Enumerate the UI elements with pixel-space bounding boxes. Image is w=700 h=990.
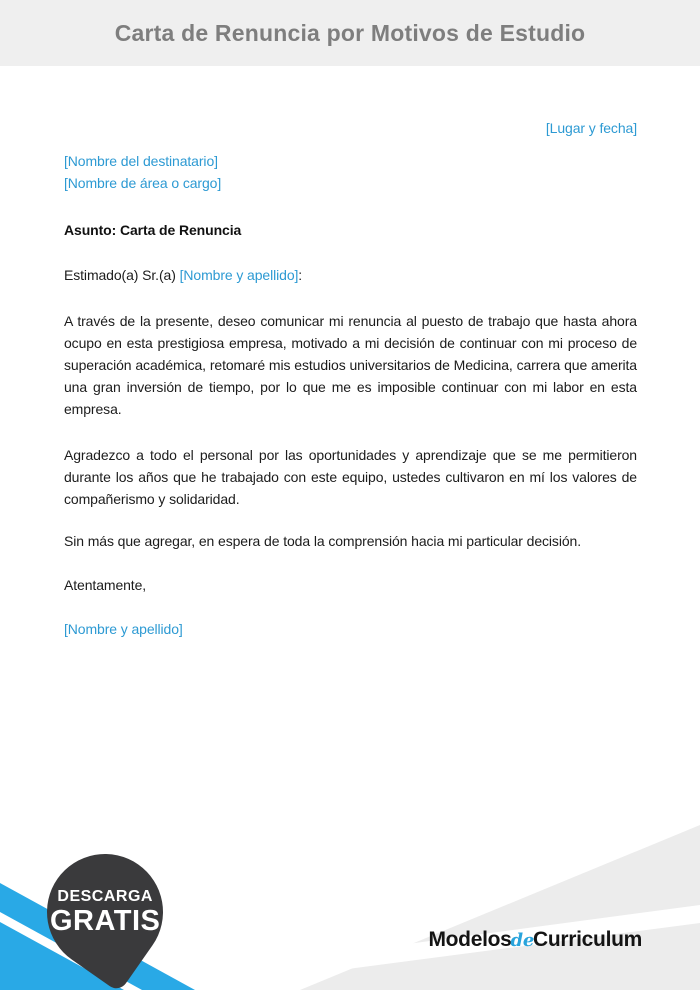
paragraph-1: A través de la presente, deseo comunicar mi renuncia al puesto de trabajo que hasta ahora ocupo en esta prestigiosa empresa, motivado a mi decisión de continuar con mi proceso de superación académica, retomaré mis estudios universitarios de Medicina, carrera que amerita una gran inversión de tiempo, por lo que me es imposible continuar con mi labor en esta empresa.: [64, 313, 637, 417]
recipient-role-placeholder: [Nombre de área o cargo]: [64, 175, 222, 191]
place-date-placeholder: [Lugar y fecha]: [545, 120, 637, 136]
download-badge-label: [50, 888, 160, 936]
salutation-name-placeholder: [Nombre y apellido]: [179, 267, 299, 283]
closing-line: Atentamente,: [64, 577, 147, 593]
salutation-prefix: Estimado(a) Sr.(a): [64, 267, 180, 283]
paragraph-3: Sin más que agregar, en espera de toda la comprensión hacia mi particular decisión.: [64, 533, 582, 549]
recipient-block: [64, 150, 637, 194]
recipient-name-placeholder: [Nombre del destinatario]: [64, 153, 218, 169]
badge-line-gratis: GRATIS: [49, 905, 161, 937]
letter-body: [64, 66, 637, 640]
logo-de: de: [510, 930, 534, 951]
salutation-line: [64, 264, 637, 286]
paragraph-2: Agradezco a todo el personal por las oportunidades y aprendizaje que se me permitieron durante los años que he trabajado con este equipo, ustedes cultivaron en mí los valores de compañerismo y solidaridad.: [64, 447, 637, 507]
subject-line: Asunto: Carta de Renuncia: [64, 222, 242, 238]
badge-line-descarga: DESCARGA: [57, 888, 153, 905]
logo-curriculum: Curriculum: [532, 928, 642, 951]
signature-placeholder: [Nombre y apellido]: [64, 621, 183, 637]
salutation-suffix: :: [298, 267, 303, 283]
brand-logo: [428, 928, 642, 952]
page-title: Carta de Renuncia por Motivos de Estudio: [114, 19, 586, 46]
logo-modelos: Modelos: [428, 928, 512, 951]
page-header: [0, 0, 700, 66]
